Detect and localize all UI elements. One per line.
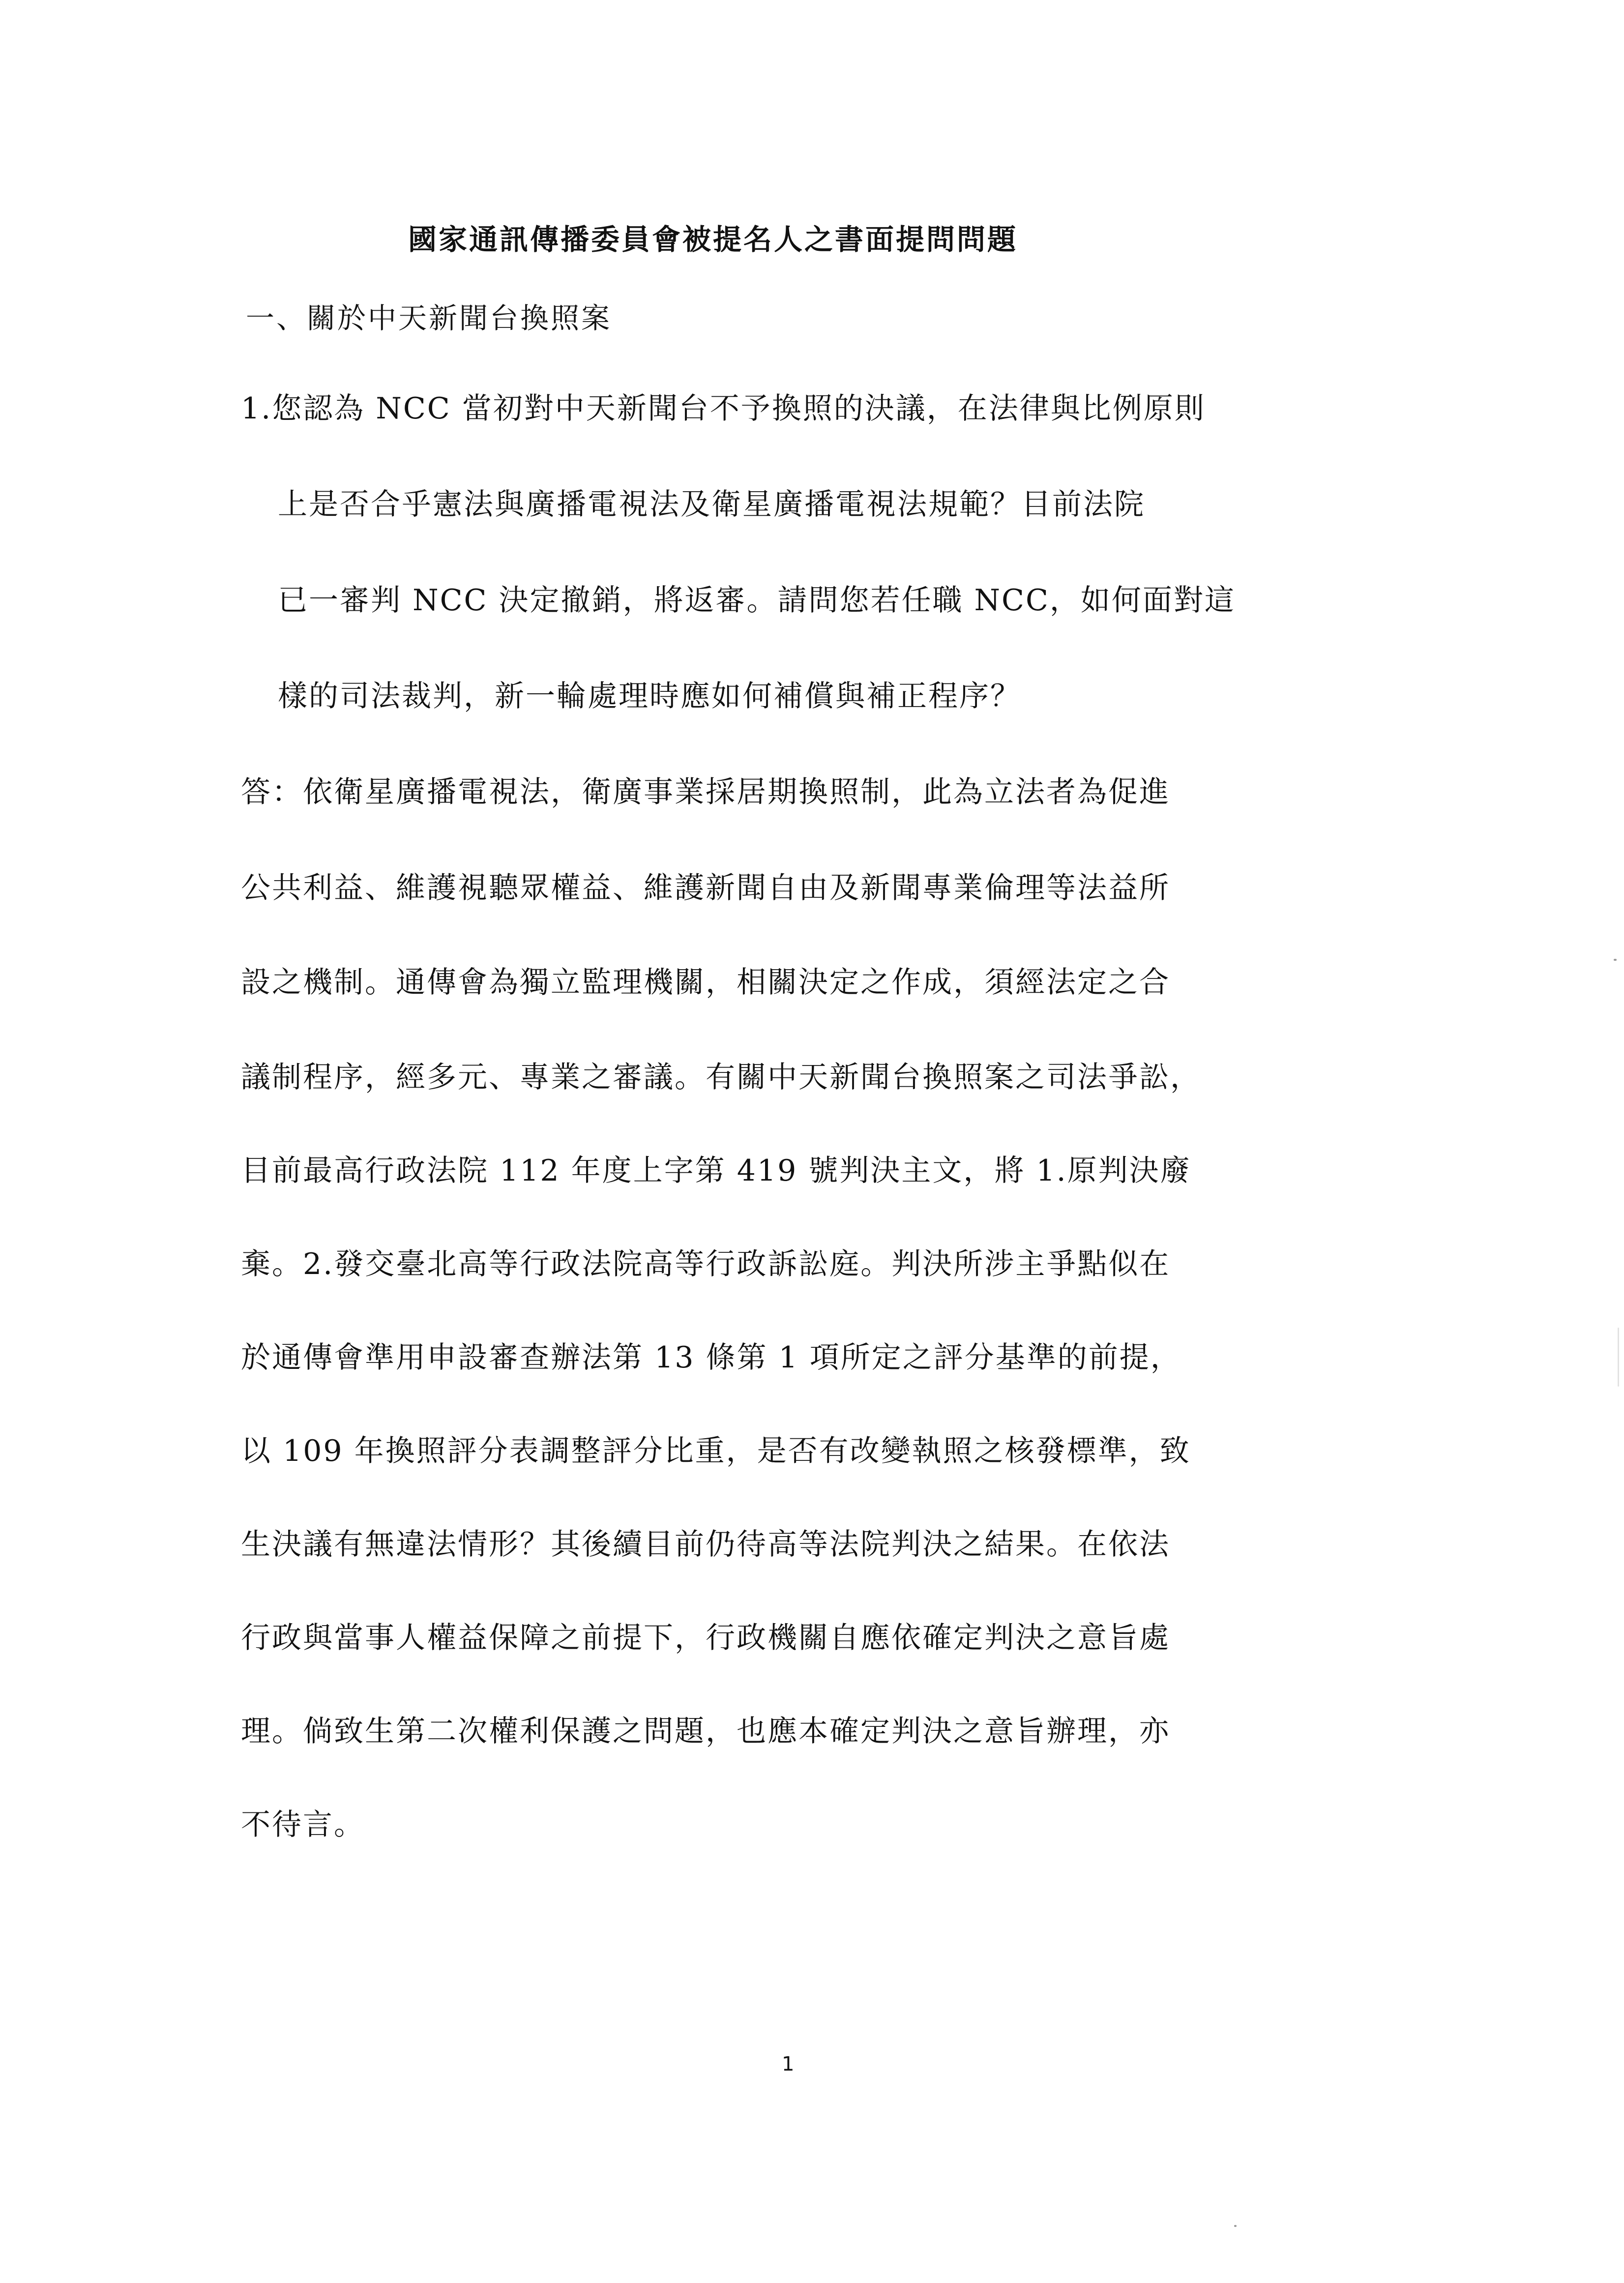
answer-line: 不待言。 (241, 1808, 365, 1842)
answer-line: 以 109 年換照評分表調整評分比重，是否有改變執照之核發標準，致 (241, 1434, 1191, 1468)
question-line: 樣的司法裁判，新一輪處理時應如何補償與補正程序？ (278, 679, 1021, 713)
answer-line: 生決議有無違法情形？其後續目前仍待高等法院判決之結果。在依法 (241, 1527, 1170, 1562)
answer-line: 公共利益、維護視聽眾權益、維護新聞自由及新聞專業倫理等法益所 (241, 871, 1170, 905)
answer-line: 目前最高行政法院 112 年度上字第 419 號判決主文，將 1.原判決廢 (241, 1154, 1191, 1188)
answer-line: 理。倘致生第二次權利保護之問題，也應本確定判決之意旨辦理，亦 (241, 1714, 1170, 1749)
answer-line: 行政與當事人權益保障之前提下，行政機關自應依確定判決之意旨處 (241, 1621, 1170, 1655)
document-title: 國家通訊傳播委員會被提名人之書面提問問題 (408, 223, 1018, 256)
answer-line: 答：依衛星廣播電視法，衛廣事業採居期換照制，此為立法者為促進 (241, 775, 1170, 809)
scan-speck (1618, 1328, 1619, 1387)
scan-speck (1614, 959, 1617, 961)
answer-line: 議制程序，經多元、專業之審議。有關中天新聞台換照案之司法爭訟， (241, 1060, 1201, 1095)
question-line: 已一審判 NCC 決定撤銷，將返審。請問您若任職 NCC，如何面對這 (278, 583, 1236, 618)
answer-line: 於通傳會準用申設審查辦法第 13 條第 1 項所定之評分基準的前提， (241, 1340, 1181, 1375)
answer-line: 設之機制。通傳會為獨立監理機關，相關決定之作成，須經法定之合 (241, 965, 1170, 1000)
answer-line: 棄。2.發交臺北高等行政法院高等行政訴訟庭。判決所涉主爭點似在 (241, 1247, 1171, 1281)
section-heading: 一、關於中天新聞台換照案 (246, 301, 612, 335)
scan-speck (1234, 2225, 1237, 2227)
question-line: 1.您認為 NCC 當初對中天新聞台不予換照的決議，在法律與比例原則 (241, 391, 1206, 426)
question-line: 上是否合乎憲法與廣播電視法及衛星廣播電視法規範？目前法院 (278, 487, 1145, 522)
page-number: 1 (782, 2053, 795, 2075)
